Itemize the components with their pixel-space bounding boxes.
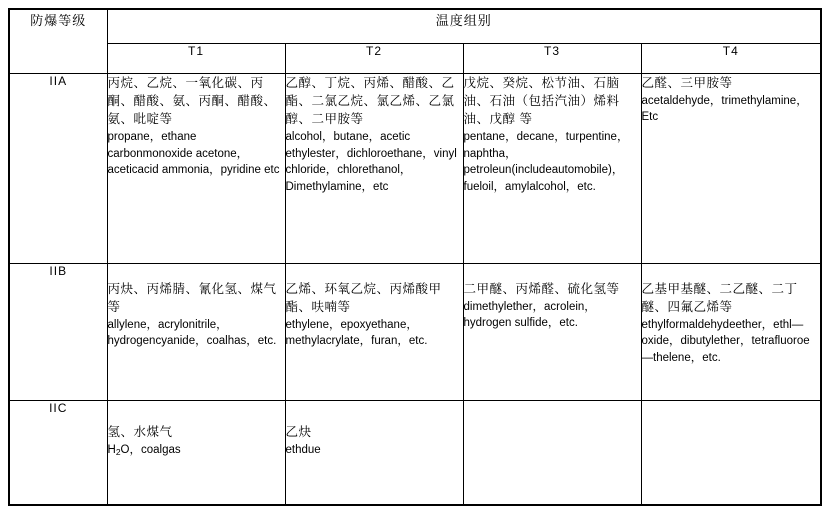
cell-text-en: ethylformaldehydeether，ethl—oxide，dibutylether，tetrafluoroe—thelene，etc. bbox=[641, 318, 810, 365]
cell-text-cn: 丙烷、乙烷、一氧化碳、丙酮、醋酸、氨、丙酮、醋酸、氨、吡啶等 bbox=[107, 75, 277, 126]
cell-text-en: alcohol，butane，acetic ethylester，dichloroethane，vinyl chloride，chlorethanol，Dimethylamine，etc bbox=[285, 130, 457, 193]
cell-text-cn: 乙炔 bbox=[285, 424, 312, 439]
cell-text-en: ethdue bbox=[285, 443, 321, 456]
cell-text-cn: 丙炔、丙烯腈、氰化氢、煤气等 bbox=[107, 281, 277, 314]
cell-text-en: dimethylether，acrolein，hydrogen sulfide，etc. bbox=[463, 300, 596, 330]
row-label-iib: IIB bbox=[9, 263, 107, 400]
cell-iib-t1 bbox=[107, 263, 285, 400]
table-row bbox=[9, 73, 821, 263]
header-t3: T3 bbox=[463, 43, 641, 73]
cell-iic-t1 bbox=[107, 400, 285, 505]
table-row bbox=[9, 263, 821, 400]
cell-iib-t4 bbox=[641, 263, 821, 400]
cell-text-en: propane，ethane carbonmonoxide acetone，aceticacid ammonia，pyridine etc bbox=[107, 130, 280, 177]
table-header-row-2 bbox=[9, 43, 821, 73]
explosion-proof-grade-table bbox=[8, 8, 822, 506]
cell-text-cn: 二甲醚、丙烯醛、硫化氢等 bbox=[463, 281, 620, 296]
header-explosion-grade: 防爆等级 bbox=[9, 9, 107, 73]
cell-iic-t3 bbox=[463, 400, 641, 505]
header-temperature-group: 温度组别 bbox=[107, 9, 821, 43]
cell-text-en: pentane，decane，turpentine，naphtha，petroleun(includeautomobile)，fueloil，amylalcohol，etc. bbox=[463, 130, 629, 193]
cell-text-cn: 乙烯、环氧乙烷、丙烯酸甲酯、呋喃等 bbox=[285, 281, 442, 314]
cell-iia-t2 bbox=[285, 73, 463, 263]
cell-text-en: acetaldehyde，trimethylamine，Etc bbox=[641, 94, 808, 124]
header-t4: T4 bbox=[641, 43, 821, 73]
table-header-row-1 bbox=[9, 9, 821, 43]
table-row bbox=[9, 400, 821, 505]
cell-iic-t4 bbox=[641, 400, 821, 505]
row-label-iia: IIA bbox=[9, 73, 107, 263]
row-label-iic: IIC bbox=[9, 400, 107, 505]
cell-text-cn: 乙基甲基醚、二乙醚、二丁醚、四氟乙烯等 bbox=[641, 281, 798, 314]
cell-text-en: allylene，acrylonitrile，hydrogencyanide，coalhas，etc. bbox=[107, 318, 277, 348]
cell-iib-t2 bbox=[285, 263, 463, 400]
cell-iia-t3 bbox=[463, 73, 641, 263]
cell-text-cn: 戊烷、癸烷、松节油、石脑油、石油（包括汽油）烯料油、戊醇 等 bbox=[463, 75, 620, 126]
header-t2: T2 bbox=[285, 43, 463, 73]
cell-iic-t2 bbox=[285, 400, 463, 505]
cell-iia-t4 bbox=[641, 73, 821, 263]
cell-text-en: $H_2O$，coalgas bbox=[107, 443, 181, 457]
cell-text-en: ethylene，epoxyethane，methylacrylate，furan，etc. bbox=[285, 318, 428, 348]
cell-text-cn: 乙醛、三甲胺等 bbox=[641, 75, 733, 90]
cell-text-cn: 乙醇、丁烷、丙烯、醋酸、乙酯、二氯乙烷、氯乙烯、乙氯醇、二甲胺等 bbox=[285, 75, 455, 126]
cell-text-cn: 氢、水煤气 bbox=[107, 424, 173, 439]
cell-iib-t3 bbox=[463, 263, 641, 400]
header-t1: T1 bbox=[107, 43, 285, 73]
cell-iia-t1 bbox=[107, 73, 285, 263]
